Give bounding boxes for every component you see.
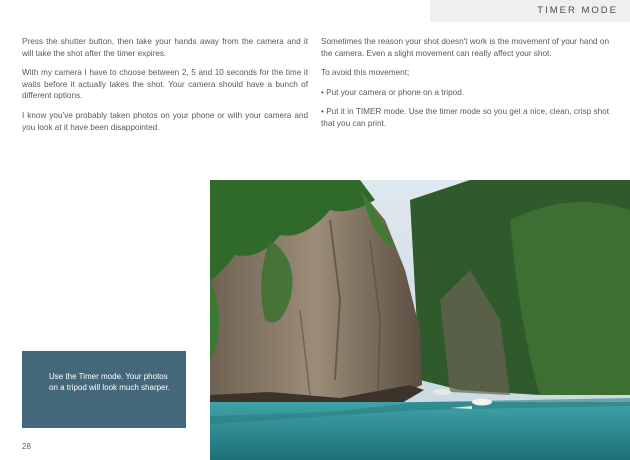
bullet-item: • Put it in TIMER mode. Use the timer mode so you get a nice, clean, crisp shot that you can print. — [321, 107, 609, 128]
left-text-column — [22, 36, 308, 141]
page-number: 28 — [22, 442, 31, 451]
right-text-column — [321, 36, 609, 138]
limestone-cliffs-photo — [210, 180, 630, 460]
paragraph: Sometimes the reason your shot doesn't work is the movement of your hand on the camera. Even a slight movement can really affect your shot. — [321, 37, 609, 58]
paragraph: To avoid this movement; — [321, 68, 410, 78]
paragraph: I know you've probably taken photos on your phone or with your camera and you look at it have been disappointed. — [22, 110, 308, 132]
page-title: TIMER MODE — [537, 5, 618, 16]
bullet-item: • Put your camera or phone on a tripod. — [321, 87, 465, 97]
caption-box — [22, 351, 186, 428]
paragraph: Press the shutter button, then take your hands away from the camera and it will take the shot after the timer expires. — [22, 37, 308, 58]
header-band — [430, 0, 630, 22]
paragraph: With my camera I have to choose between 2, 5 and 10 seconds for the time it waits before it actually takes the shot. Your camera should have a bunch of different options. — [22, 68, 308, 101]
caption-text: Use the Timer mode. Your photos on a tripod will look much sharper. — [49, 372, 170, 392]
